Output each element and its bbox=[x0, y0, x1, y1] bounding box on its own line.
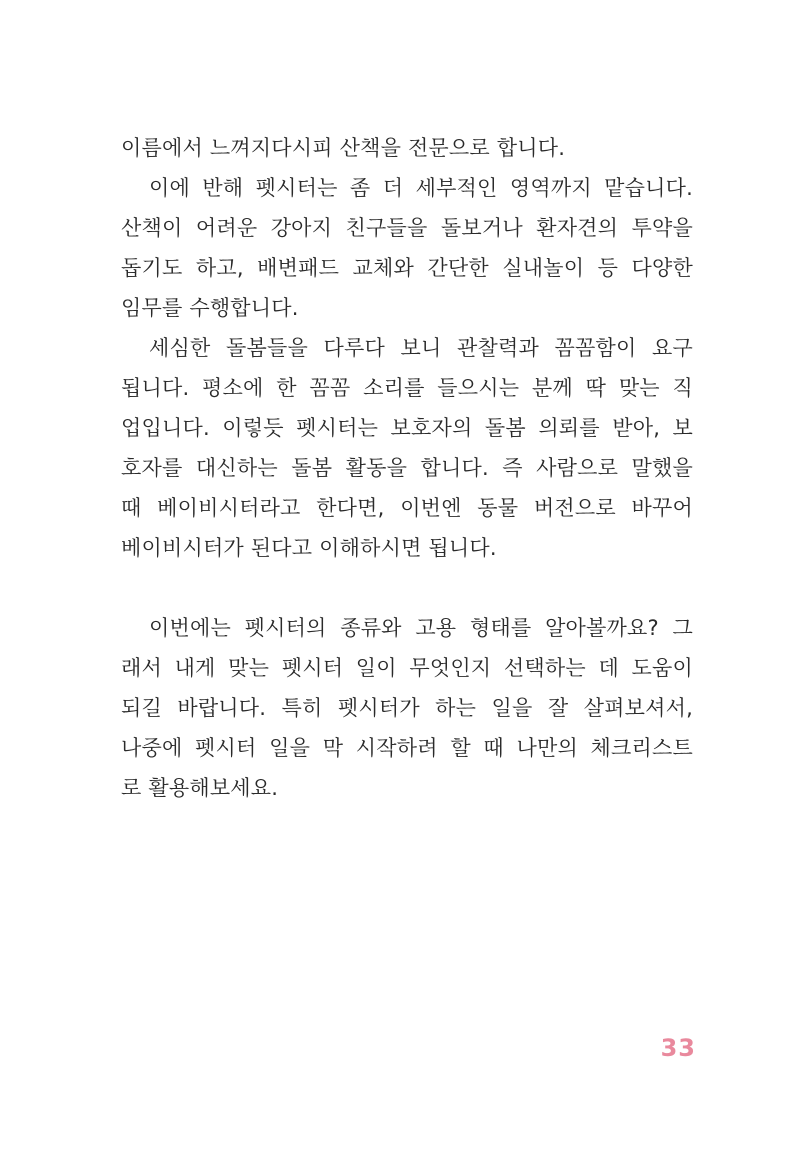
text-line-12: 이번에는 펫시터의 종류와 고용 형태를 알아볼까요? 그 bbox=[149, 616, 693, 640]
text-line-13: 래서 내게 맞는 펫시터 일이 무엇인지 선택하는 데 도움이 bbox=[121, 656, 693, 680]
text-line-2: 이에 반해 펫시터는 좀 더 세부적인 영역까지 맡습니다. bbox=[149, 176, 693, 200]
text-line-7: 됩니다. 평소에 한 꼼꼼 소리를 들으시는 분께 딱 맞는 직 bbox=[121, 376, 693, 400]
page-number: 33 bbox=[660, 1034, 696, 1062]
text-line-10: 때 베이비시터라고 한다면, 이번엔 동물 버전으로 바꾸어 bbox=[121, 496, 693, 520]
text-line-14: 되길 바랍니다. 특히 펫시터가 하는 일을 잘 살펴보셔서, bbox=[121, 696, 693, 720]
text-line-8: 업입니다. 이렇듯 펫시터는 보호자의 돌봄 의뢰를 받아, 보 bbox=[121, 416, 693, 440]
text-line-6: 세심한 돌봄들을 다루다 보니 관찰력과 꼼꼼함이 요구 bbox=[149, 336, 693, 360]
text-line-5: 임무를 수행합니다. bbox=[121, 296, 299, 320]
text-line-3: 산책이 어려운 강아지 친구들을 돌보거나 환자견의 투약을 bbox=[121, 216, 693, 240]
text-line-4: 돕기도 하고, 배변패드 교체와 간단한 실내놀이 등 다양한 bbox=[121, 256, 693, 280]
text-line-15: 나중에 펫시터 일을 막 시작하려 할 때 나만의 체크리스트 bbox=[121, 736, 693, 760]
text-line-1: 이름에서 느껴지다시피 산책을 전문으로 합니다. bbox=[121, 136, 566, 160]
text-line-16: 로 활용해보세요. bbox=[121, 776, 279, 800]
text-line-9: 호자를 대신하는 돌봄 활동을 합니다. 즉 사람으로 말했을 bbox=[121, 456, 693, 480]
text-line-11: 베이비시터가 된다고 이해하시면 됩니다. bbox=[121, 536, 497, 560]
